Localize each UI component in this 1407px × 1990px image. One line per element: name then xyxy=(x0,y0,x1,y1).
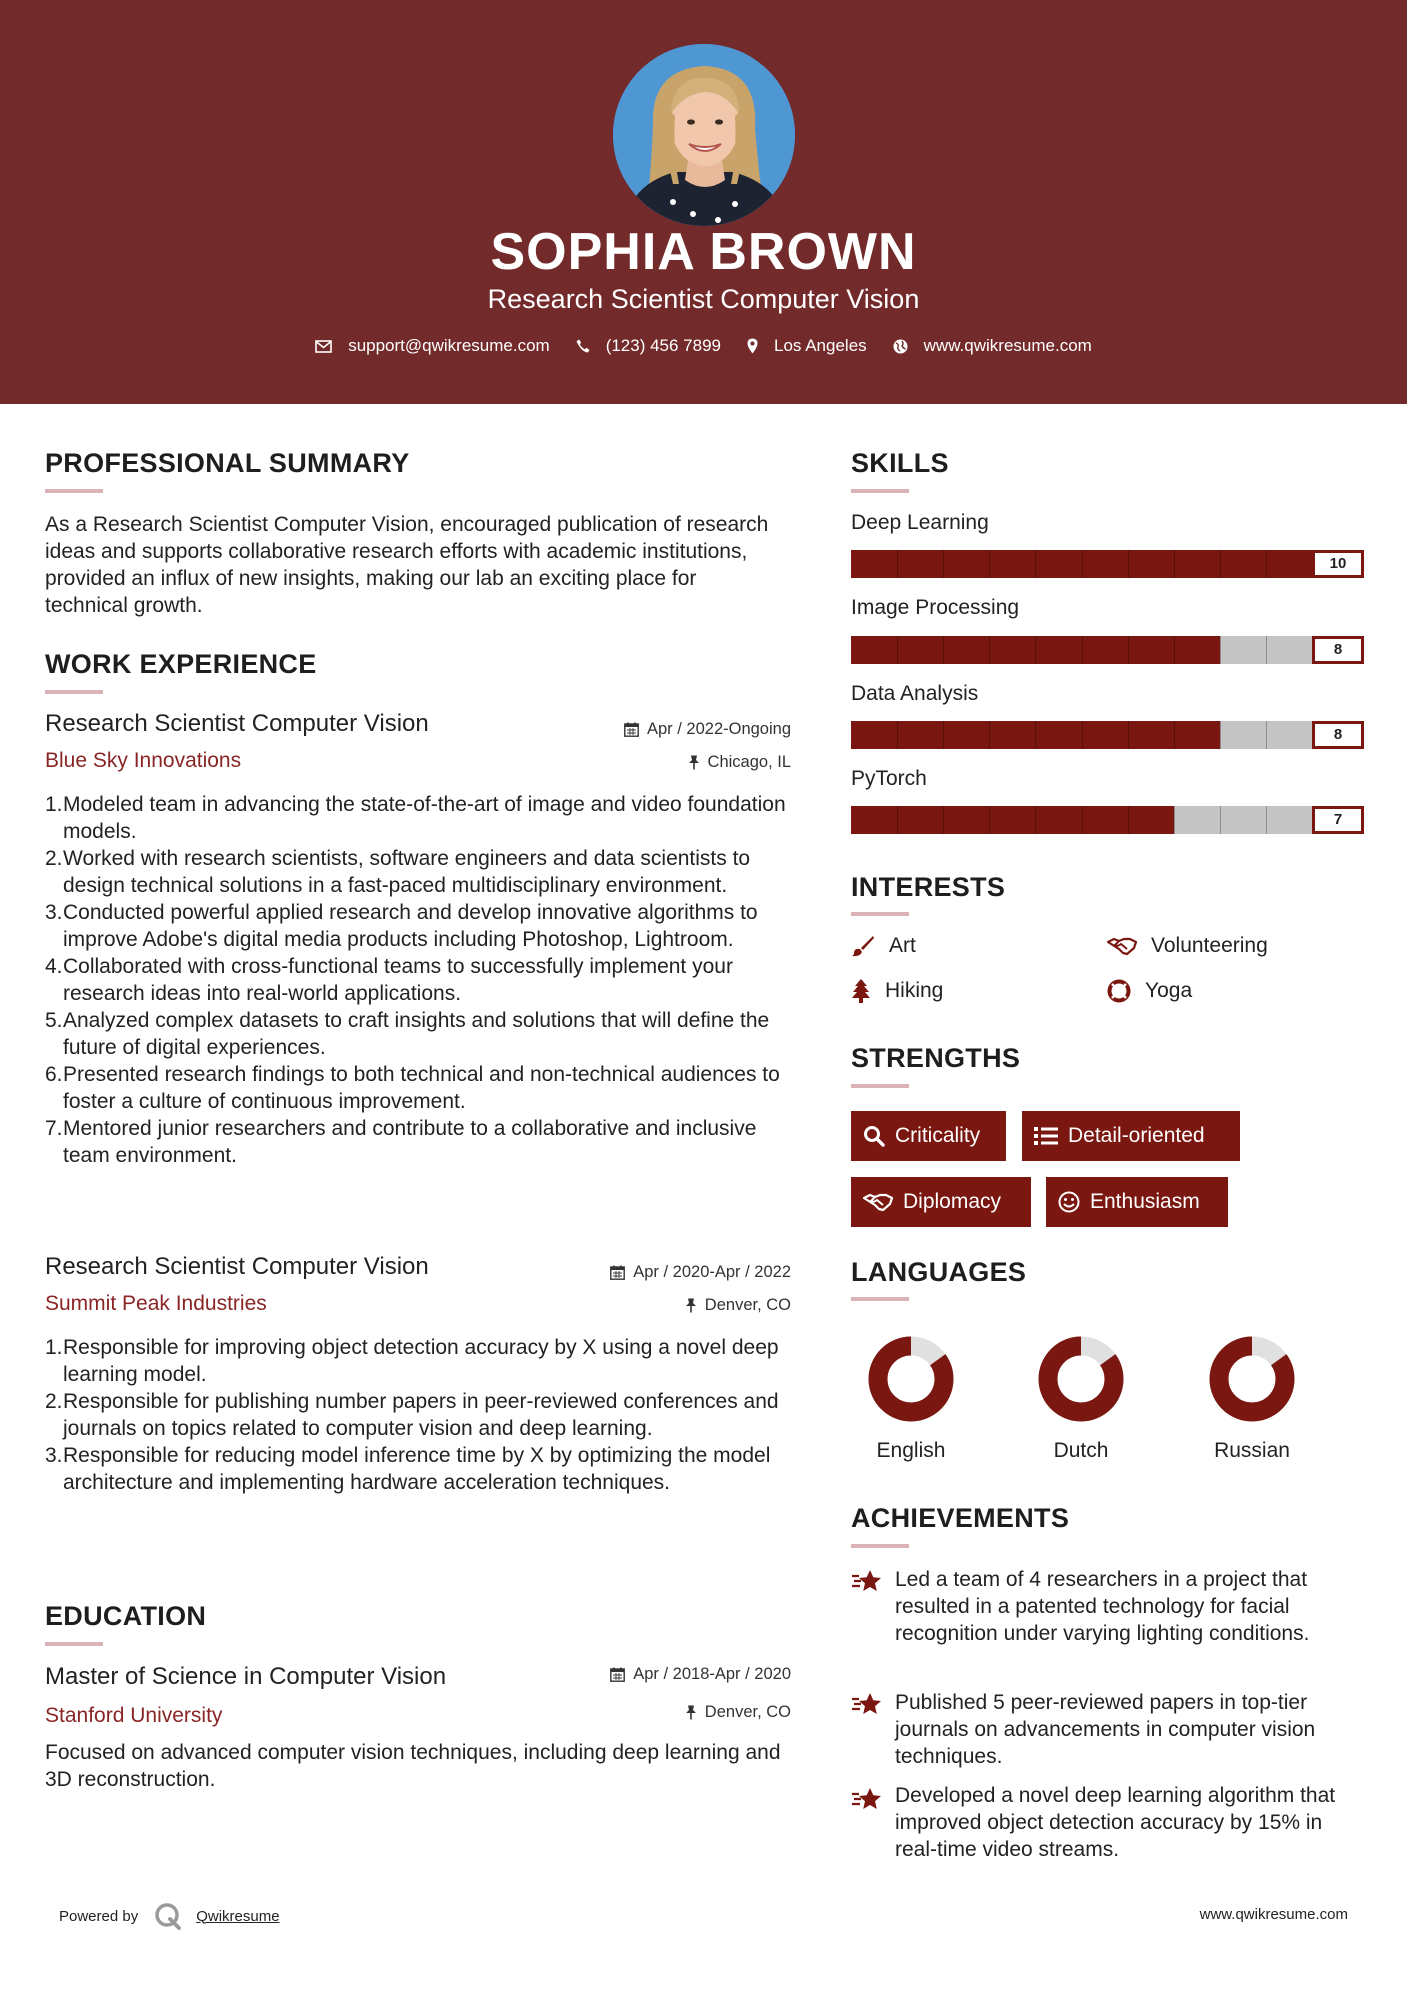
handshake-icon xyxy=(1107,936,1137,956)
skill-name: PyTorch xyxy=(851,767,927,790)
education-date-text: Apr / 2018-Apr / 2020 xyxy=(633,1665,791,1683)
contact-phone[interactable] xyxy=(576,336,721,356)
strength-label: Criticality xyxy=(895,1124,981,1147)
experience-heading: WORK EXPERIENCE xyxy=(45,649,317,679)
education-location-text: Denver, CO xyxy=(704,1703,791,1721)
job-date xyxy=(610,1263,791,1282)
interest-label: Volunteering xyxy=(1151,934,1268,957)
phone-text: (123) 456 7899 xyxy=(605,336,722,355)
education-underline xyxy=(45,1642,103,1646)
interest-label: Yoga xyxy=(1145,979,1193,1002)
skill-segment-divider xyxy=(1266,550,1267,578)
smile-icon xyxy=(1058,1191,1080,1213)
skill-segment-divider xyxy=(1266,636,1267,664)
footer-powered-by xyxy=(59,1902,280,1930)
language-donut xyxy=(1038,1336,1124,1422)
pin-icon xyxy=(685,1705,697,1720)
footer-url[interactable]: www.qwikresume.com xyxy=(1199,1906,1348,1923)
skill-segment-divider xyxy=(1266,721,1267,749)
strengths-heading: STRENGTHS xyxy=(851,1043,1021,1073)
strength-label: Diplomacy xyxy=(903,1190,1002,1213)
school-name: Stanford University xyxy=(45,1704,223,1727)
skill-segment-divider xyxy=(897,550,898,578)
skill-segment-divider xyxy=(1220,721,1221,749)
brand-link[interactable]: Qwikresume xyxy=(196,1907,280,1925)
interest-item xyxy=(1107,979,1192,1003)
skill-segment-divider xyxy=(989,721,990,749)
lifering-icon xyxy=(1107,979,1131,1003)
search-icon xyxy=(863,1125,885,1147)
star-icon xyxy=(851,1691,883,1719)
tree-icon xyxy=(851,979,871,1003)
skill-segment-divider xyxy=(897,721,898,749)
skill-segment-divider xyxy=(1174,550,1175,578)
avatar xyxy=(613,44,795,226)
skill-fill xyxy=(851,806,1174,834)
skill-segment-divider xyxy=(897,806,898,834)
job-location xyxy=(685,1296,791,1315)
skill-segment-divider xyxy=(1174,721,1175,749)
skill-segment-divider xyxy=(1174,636,1175,664)
summary-underline xyxy=(45,489,103,493)
skill-bar xyxy=(851,636,1364,664)
skill-bar xyxy=(851,806,1364,834)
list-item: 7. Mentored junior researchers and contribute to a collaborative and inclusive team environment. xyxy=(45,1117,757,1167)
achievements-underline xyxy=(851,1544,909,1548)
languages-heading: LANGUAGES xyxy=(851,1257,1027,1287)
skill-segment-divider xyxy=(1128,636,1129,664)
education-text: Focused on advanced computer vision techniques, including deep learning and 3D reconstruction. xyxy=(45,1741,781,1791)
job-date-text: Apr / 2022-Ongoing xyxy=(646,720,791,738)
skill-value: 8 xyxy=(1312,636,1364,664)
powered-by-text: Powered by xyxy=(59,1907,139,1925)
skill-value: 7 xyxy=(1312,806,1364,834)
experience-underline xyxy=(45,690,103,694)
strengths-underline xyxy=(851,1084,909,1088)
strength-badge xyxy=(851,1177,1031,1227)
envelope-icon xyxy=(315,340,332,353)
list-icon xyxy=(1034,1126,1058,1146)
achievement-text: Developed a novel deep learning algorithm that improved object detection accuracy by 15% in real-time video streams. xyxy=(895,1784,1336,1861)
phone-icon xyxy=(576,339,590,353)
education-date xyxy=(610,1665,791,1684)
skill-segment-divider xyxy=(943,806,944,834)
skill-segment-divider xyxy=(943,636,944,664)
education-heading: EDUCATION xyxy=(45,1601,207,1631)
job-company: Blue Sky Innovations xyxy=(45,749,242,772)
degree-title: Master of Science in Computer Vision xyxy=(45,1663,447,1690)
skill-name: Deep Learning xyxy=(851,511,989,534)
interest-item xyxy=(851,934,916,958)
list-item: 4. Collaborated with cross-functional teams to successfully implement your research ideas into real-world applications. xyxy=(45,955,733,1005)
job-bullets xyxy=(45,1334,790,1496)
pin-icon xyxy=(688,755,700,770)
language-label: Russian xyxy=(1214,1439,1290,1462)
skill-name: Data Analysis xyxy=(851,682,979,705)
achievement-text: Published 5 peer-reviewed papers in top-tier journals on advancements in computer vision techniques. xyxy=(895,1691,1316,1768)
interest-label: Art xyxy=(889,934,916,957)
job-location xyxy=(688,753,791,772)
skills-heading: SKILLS xyxy=(851,448,949,478)
contact-bar xyxy=(0,336,1407,356)
summary-text: As a Research Scientist Computer Vision, encouraged publication of research ideas and supports collaborative research efforts with academic institutions, provided an influx of new insights, making our lab an exciting place for technical growth. xyxy=(45,513,769,617)
interests-heading: INTERESTS xyxy=(851,872,1006,902)
skill-segment-divider xyxy=(989,550,990,578)
map-pin-icon xyxy=(747,338,758,354)
handshake-icon xyxy=(863,1192,893,1212)
list-item: 3. Conducted powerful applied research and develop innovative algorithms to improve Adobe's digital media products including Photoshop, Lightroom. xyxy=(45,901,758,951)
skill-segment-divider xyxy=(1035,806,1036,834)
language-donut xyxy=(1209,1336,1295,1422)
achievement-text: Led a team of 4 researchers in a project that resulted in a patented technology for facial recognition under varying lighting conditions. xyxy=(895,1568,1310,1645)
list-item: 1. Responsible for improving object detection accuracy by X using a novel deep learning model. xyxy=(45,1336,779,1386)
skill-segment-divider xyxy=(989,806,990,834)
skill-segment-divider xyxy=(1035,721,1036,749)
email-text: support@qwikresume.com xyxy=(348,336,550,355)
skill-segment-divider xyxy=(1266,806,1267,834)
job-date xyxy=(624,720,791,739)
interest-label: Hiking xyxy=(885,979,944,1002)
education-location xyxy=(685,1703,791,1722)
skill-segment-divider xyxy=(1174,806,1175,834)
job-bullets xyxy=(45,791,790,1169)
header xyxy=(0,0,1407,404)
strength-label: Detail-oriented xyxy=(1068,1124,1205,1147)
list-item: 1. Modeled team in advancing the state-of-the-art of image and video foundation models. xyxy=(45,793,786,843)
star-icon xyxy=(851,1786,883,1814)
website-text: www.qwikresume.com xyxy=(923,336,1092,355)
paintbrush-icon xyxy=(851,935,875,957)
skill-segment-divider xyxy=(943,721,944,749)
candidate-name: SOPHIA BROWN xyxy=(490,223,917,281)
list-item: 6. Presented research findings to both technical and non-technical audiences to foster a culture of continuous improvement. xyxy=(45,1063,780,1113)
language-label: English xyxy=(876,1439,946,1462)
skill-value: 8 xyxy=(1312,721,1364,749)
contact-email[interactable] xyxy=(315,336,550,356)
skills-underline xyxy=(851,489,909,493)
list-item: 3. Responsible for reducing model inference time by X by optimizing the model architecture and implementing hardware acceleration techniques. xyxy=(45,1444,771,1494)
languages-underline xyxy=(851,1297,909,1301)
skill-value: 10 xyxy=(1312,550,1364,578)
skill-segment-divider xyxy=(1220,636,1221,664)
skill-segment-divider xyxy=(1128,550,1129,578)
job-title: Research Scientist Computer Vision xyxy=(45,710,429,737)
job-title: Research Scientist Computer Vision xyxy=(45,1253,429,1280)
strength-badge xyxy=(1022,1111,1240,1161)
interests-underline xyxy=(851,912,909,916)
list-item: 2. Worked with research scientists, software engineers and data scientists to design technical solutions in a fast-paced multidisciplinary environment. xyxy=(45,847,751,897)
skill-segment-divider xyxy=(1082,721,1083,749)
skill-segment-divider xyxy=(1128,721,1129,749)
job-location-text: Denver, CO xyxy=(704,1296,791,1314)
skill-segment-divider xyxy=(1220,550,1221,578)
skill-segment-divider xyxy=(943,550,944,578)
interest-item xyxy=(1107,934,1268,958)
skill-fill xyxy=(851,550,1364,578)
globe-icon xyxy=(893,339,908,354)
summary-heading: PROFESSIONAL SUMMARY xyxy=(45,448,410,478)
calendar-icon xyxy=(610,1265,625,1280)
language-label: Dutch xyxy=(1053,1439,1109,1462)
location-text: Los Angeles xyxy=(774,336,867,355)
skill-bar xyxy=(851,550,1364,578)
contact-website[interactable] xyxy=(893,336,1092,356)
strength-label: Enthusiasm xyxy=(1090,1190,1200,1213)
skill-segment-divider xyxy=(897,636,898,664)
language-donut xyxy=(868,1336,954,1422)
job-company: Summit Peak Industries xyxy=(45,1292,267,1315)
star-icon xyxy=(851,1568,883,1596)
skill-segment-divider xyxy=(1082,636,1083,664)
job-location-text: Chicago, IL xyxy=(707,753,791,771)
strength-badge xyxy=(851,1111,1006,1161)
pin-icon xyxy=(685,1298,697,1313)
skill-segment-divider xyxy=(1128,806,1129,834)
achievements-heading: ACHIEVEMENTS xyxy=(851,1503,1070,1533)
skill-segment-divider xyxy=(1220,806,1221,834)
skill-segment-divider xyxy=(989,636,990,664)
list-item: 2. Responsible for publishing number papers in peer-reviewed conferences and journals on topics related to computer vision and deep learning. xyxy=(45,1390,779,1440)
skill-segment-divider xyxy=(1035,550,1036,578)
skill-name: Image Processing xyxy=(851,596,1020,619)
skill-bar xyxy=(851,721,1364,749)
contact-location xyxy=(747,336,867,356)
interest-item xyxy=(851,979,943,1003)
strength-badge xyxy=(1046,1177,1228,1227)
list-item: 5. Analyzed complex datasets to craft insights and solutions that will define the future of digital experiences. xyxy=(45,1009,770,1059)
skill-segment-divider xyxy=(1035,636,1036,664)
skill-segment-divider xyxy=(1082,550,1083,578)
qwikresume-logo-icon xyxy=(154,1902,182,1930)
skill-segment-divider xyxy=(1082,806,1083,834)
job-date-text: Apr / 2020-Apr / 2022 xyxy=(633,1263,791,1281)
calendar-icon xyxy=(624,722,639,737)
calendar-icon xyxy=(610,1667,625,1682)
candidate-title: Research Scientist Computer Vision xyxy=(487,284,920,314)
